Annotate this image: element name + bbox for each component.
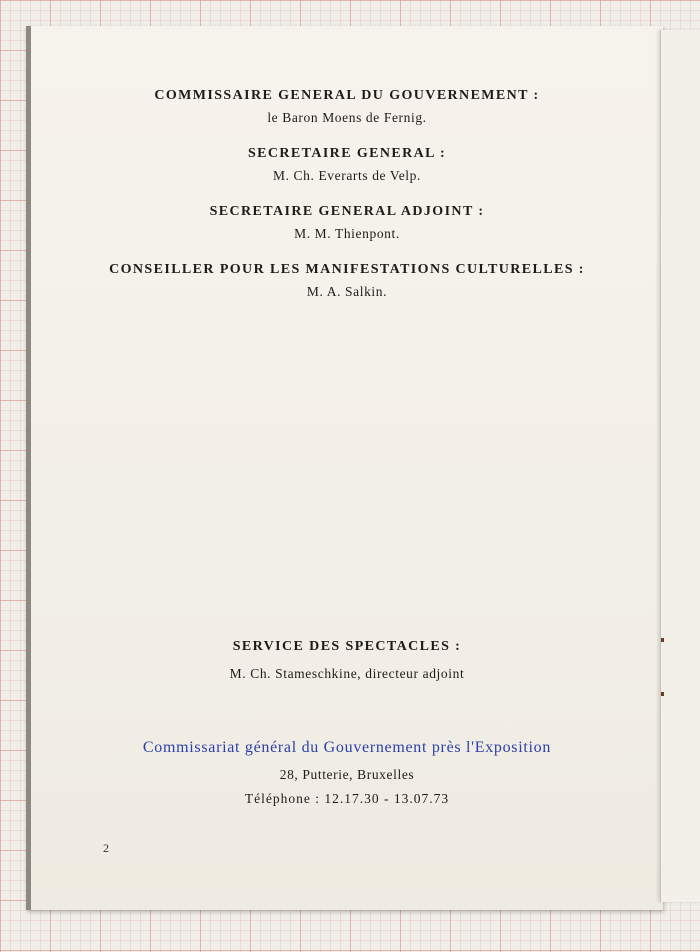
next-page-edge: [660, 30, 700, 902]
official-block-conseiller: [31, 262, 663, 300]
official-role: SECRETAIRE GENERAL :: [247, 146, 447, 161]
service-role: SERVICE DES SPECTACLES :: [232, 639, 462, 654]
official-name: M. A. Salkin.: [306, 284, 388, 299]
booklet-page: [26, 26, 663, 910]
commissariat-heading: Commissariat général du Gouvernement près l'Exposition: [142, 739, 552, 756]
page-number: 2: [103, 841, 109, 855]
telephone-line: Téléphone : 12.17.30 - 13.07.73: [244, 791, 450, 806]
staple-mark: [661, 638, 664, 642]
service-spectacles-block: [31, 639, 663, 682]
contact-block: [31, 739, 663, 807]
official-role: COMMISSAIRE GENERAL DU GOUVERNEMENT :: [154, 88, 540, 103]
official-name: le Baron Moens de Fernig.: [267, 110, 427, 125]
official-role: SECRETAIRE GENERAL ADJOINT :: [209, 204, 485, 219]
service-name: M. Ch. Stameschkine, directeur adjoint: [229, 666, 465, 681]
official-block-secretaire: [31, 146, 663, 184]
official-name: M. M. Thienpont.: [294, 226, 400, 241]
official-name: M. Ch. Everarts de Velp.: [272, 168, 421, 183]
official-block-commissaire: [31, 88, 663, 126]
address-line: 28, Putterie, Bruxelles: [279, 767, 415, 782]
official-block-secretaire-adjoint: [31, 204, 663, 242]
staple-mark: [661, 692, 664, 696]
official-role: CONSEILLER POUR LES MANIFESTATIONS CULTURELLES :: [109, 262, 585, 277]
